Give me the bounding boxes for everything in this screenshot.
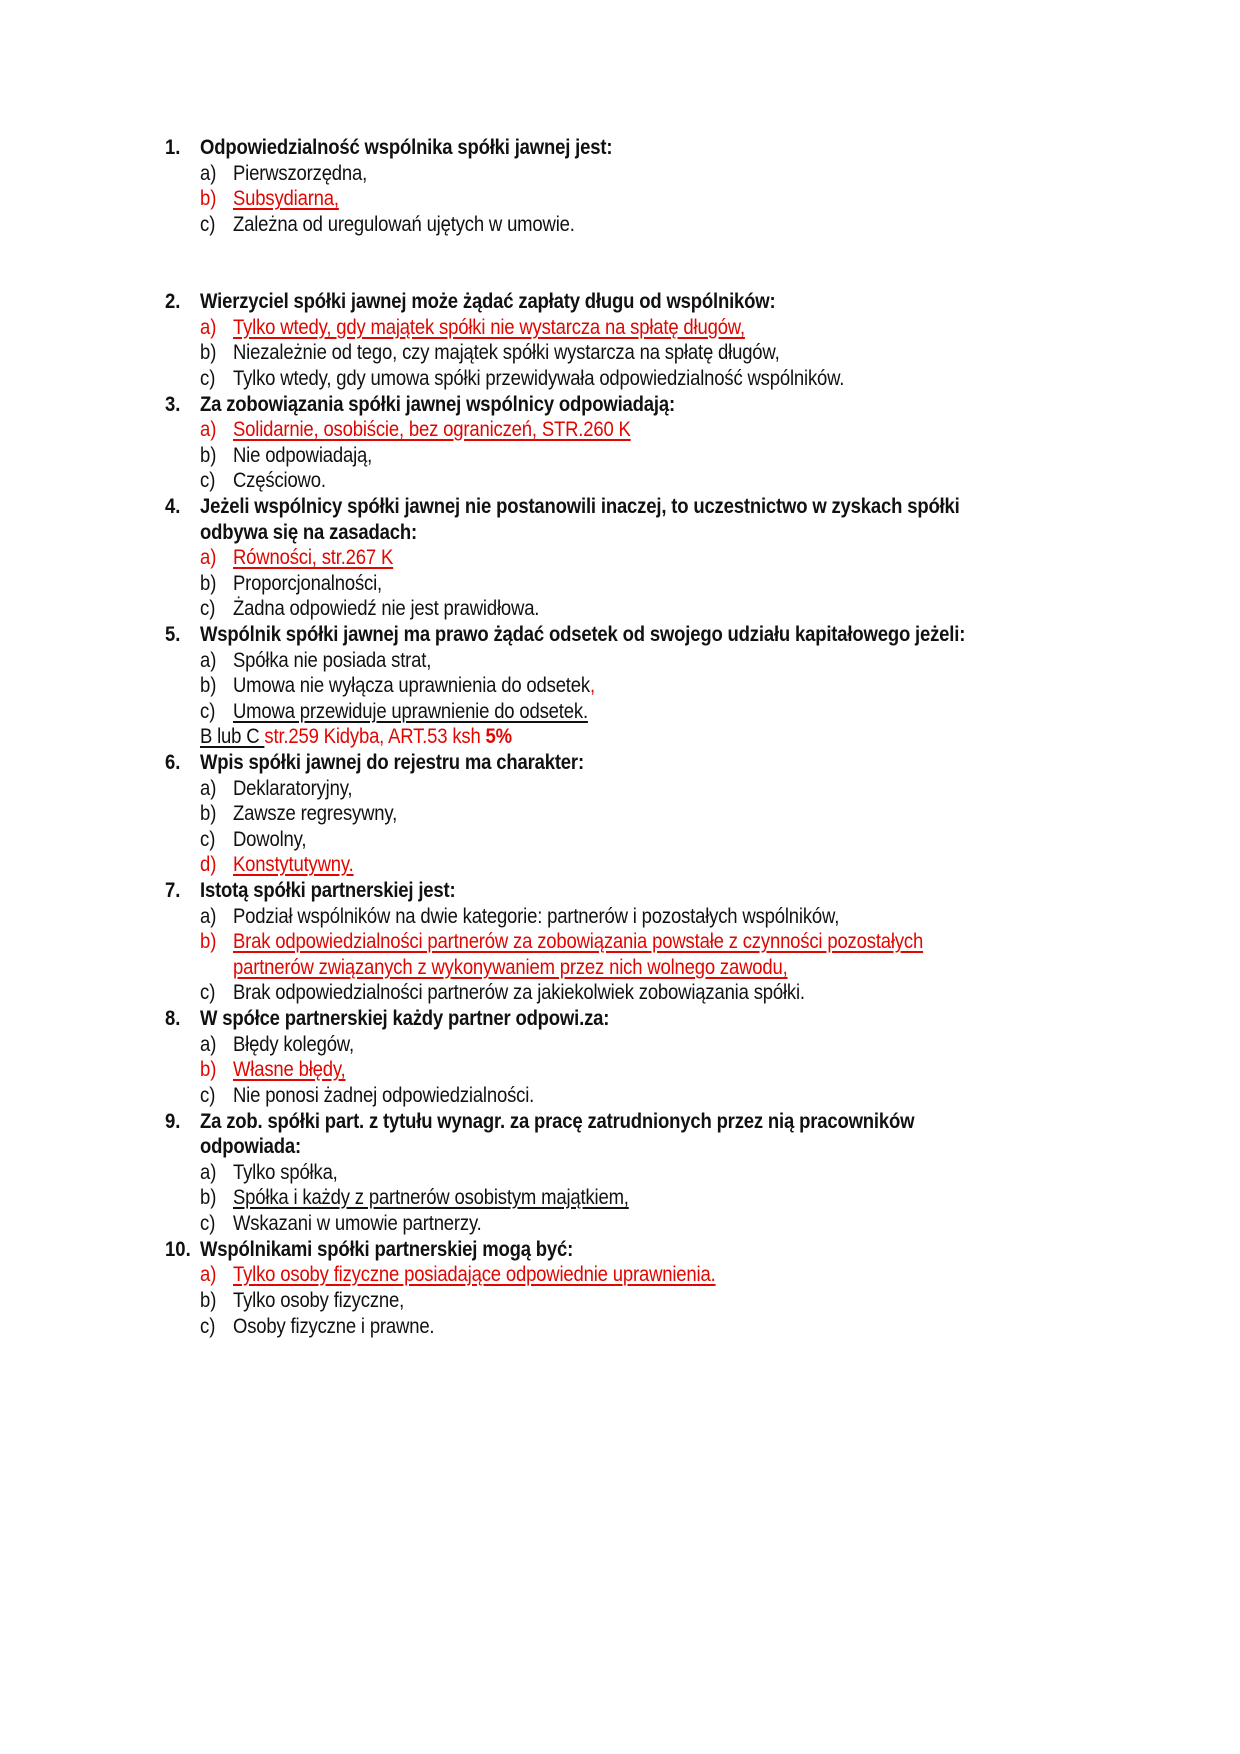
question-text-continued: odpowiada: xyxy=(200,1134,301,1158)
option-text-underlined: Spółka i każdy z partnerów osobistym majątkiem, xyxy=(233,1185,629,1209)
option-letter: b) xyxy=(200,673,217,697)
answer-note xyxy=(200,722,512,750)
option-text: Osoby fizyczne i prawne. xyxy=(233,1314,435,1338)
question-number: 4. xyxy=(165,494,181,518)
option-text-red-comma: , xyxy=(589,673,595,697)
option-text: Zależna od uregulowań ujętych w umowie. xyxy=(233,212,575,236)
option-text: Pierwszorzędna, xyxy=(233,161,368,185)
option-letter-correct: d) xyxy=(200,852,217,876)
question-text: Wierzyciel spółki jawnej może żądać zapłaty długu od wspólników: xyxy=(200,289,776,313)
option-letter: c) xyxy=(200,1211,216,1235)
option-text: Zawsze regresywny, xyxy=(233,801,398,825)
question-number: 3. xyxy=(165,392,181,416)
option-letter: c) xyxy=(200,1083,216,1107)
option-text-correct: Tylko osoby fizyczne posiadające odpowiednie uprawnienia. xyxy=(233,1262,716,1286)
option-letter: c) xyxy=(200,1314,216,1338)
option-letter-correct: a) xyxy=(200,315,217,339)
option-letter: a) xyxy=(200,904,217,928)
answer-note-percent: 5% xyxy=(485,724,512,748)
question-text: Jeżeli wspólnicy spółki jawnej nie postanowili inaczej, to uczestnictwo w zyskach spółki xyxy=(200,494,960,518)
option-text: Tylko spółka, xyxy=(233,1160,338,1184)
option-text-correct-continued: partnerów związanych z wykonywaniem przez nich wolnego zawodu, xyxy=(233,955,788,979)
option-letter: a) xyxy=(200,161,217,185)
option-letter-correct: b) xyxy=(200,1057,217,1081)
question-text: Za zobowiązania spółki jawnej wspólnicy odpowiadają: xyxy=(200,392,675,416)
option-text-correct: Równości, str.267 K xyxy=(233,545,394,569)
option-letter: a) xyxy=(200,776,217,800)
option-letter-correct: b) xyxy=(200,186,217,210)
option-letter: b) xyxy=(200,1185,217,1209)
option-letter: a) xyxy=(200,648,217,672)
option-letter: a) xyxy=(200,1032,217,1056)
option-letter-correct: a) xyxy=(200,417,217,441)
option-text: Deklaratoryjny, xyxy=(233,776,353,800)
question-number: 10. xyxy=(165,1237,191,1261)
question-number: 8. xyxy=(165,1006,181,1030)
option-text: Częściowo. xyxy=(233,468,326,492)
option-text: Żadna odpowiedź nie jest prawidłowa. xyxy=(233,596,540,620)
option-text: Proporcjonalności, xyxy=(233,571,383,595)
option-text: Spółka nie posiada strat, xyxy=(233,648,432,672)
option-text-correct: Brak odpowiedzialności partnerów za zobowiązania powstałe z czynności pozostałych xyxy=(233,929,924,953)
question-text: Wspólnikami spółki partnerskiej mogą być: xyxy=(200,1237,574,1261)
option-letter: b) xyxy=(200,1288,217,1312)
option-letter: b) xyxy=(200,571,217,595)
option-text: Brak odpowiedzialności partnerów za jakiekolwiek zobowiązania spółki. xyxy=(233,980,805,1004)
option-text-correct: Konstytutywny. xyxy=(233,852,354,876)
option-text: Dowolny, xyxy=(233,827,307,851)
option-text: Tylko wtedy, gdy umowa spółki przewidywała odpowiedzialność wspólników. xyxy=(233,366,845,390)
question-text: Wpis spółki jawnej do rejestru ma charakter: xyxy=(200,750,584,774)
option-text-correct: Solidarnie, osobiście, bez ograniczeń, STR.260 K xyxy=(233,417,631,441)
option-letter: c) xyxy=(200,699,216,723)
option-text: Nie ponosi żadnej odpowiedzialności. xyxy=(233,1083,535,1107)
option-letter: b) xyxy=(200,340,217,364)
option-letter-correct: a) xyxy=(200,1262,217,1286)
question-number: 9. xyxy=(165,1109,181,1133)
option-text: Tylko osoby fizyczne, xyxy=(233,1288,405,1312)
question-number: 2. xyxy=(165,289,181,313)
answer-note-choice: B lub C xyxy=(200,724,265,748)
option-text-correct: Tylko wtedy, gdy majątek spółki nie wystarcza na spłatę długów, xyxy=(233,315,745,339)
option-text: Umowa nie wyłącza uprawnienia do odsetek xyxy=(233,673,590,697)
option-text-correct: Własne błędy, xyxy=(233,1057,346,1081)
question-number: 1. xyxy=(165,135,181,159)
question-text: Wspólnik spółki jawnej ma prawo żądać odsetek od swojego udziału kapitałowego jeżeli: xyxy=(200,622,966,646)
option-letter: c) xyxy=(200,366,216,390)
question-text: W spółce partnerskiej każdy partner odpowi.za: xyxy=(200,1006,610,1030)
question-text: Odpowiedzialność wspólnika spółki jawnej jest: xyxy=(200,135,613,159)
answer-note-reference: str.259 Kidyba, ART.53 ksh xyxy=(264,724,486,748)
option-letter-correct: a) xyxy=(200,545,217,569)
question-text: Istotą spółki partnerskiej jest: xyxy=(200,878,456,902)
option-text: Nie odpowiadają, xyxy=(233,443,373,467)
option-letter: c) xyxy=(200,468,216,492)
option-text: Wskazani w umowie partnerzy. xyxy=(233,1211,482,1235)
option-letter: c) xyxy=(200,212,216,236)
option-text-underlined: Umowa przewiduje uprawnienie do odsetek. xyxy=(233,699,588,723)
option-letter: a) xyxy=(200,1160,217,1184)
question-text: Za zob. spółki part. z tytułu wynagr. za pracę zatrudnionych przez nią pracowników xyxy=(200,1109,915,1133)
option-letter: c) xyxy=(200,827,216,851)
option-letter: c) xyxy=(200,596,216,620)
question-text-continued: odbywa się na zasadach: xyxy=(200,520,417,544)
option-letter: b) xyxy=(200,801,217,825)
option-letter: c) xyxy=(200,980,216,1004)
option-text: Podział wspólników na dwie kategorie: partnerów i pozostałych wspólników, xyxy=(233,904,840,928)
option-letter-correct: b) xyxy=(200,929,217,953)
question-number: 7. xyxy=(165,878,181,902)
option-text-row xyxy=(233,671,595,699)
option-text-correct: Subsydiarna, xyxy=(233,186,339,210)
question-number: 6. xyxy=(165,750,181,774)
question-number: 5. xyxy=(165,622,181,646)
option-text: Niezależnie od tego, czy majątek spółki wystarcza na spłatę długów, xyxy=(233,340,780,364)
option-text: Błędy kolegów, xyxy=(233,1032,354,1056)
option-letter: b) xyxy=(200,443,217,467)
